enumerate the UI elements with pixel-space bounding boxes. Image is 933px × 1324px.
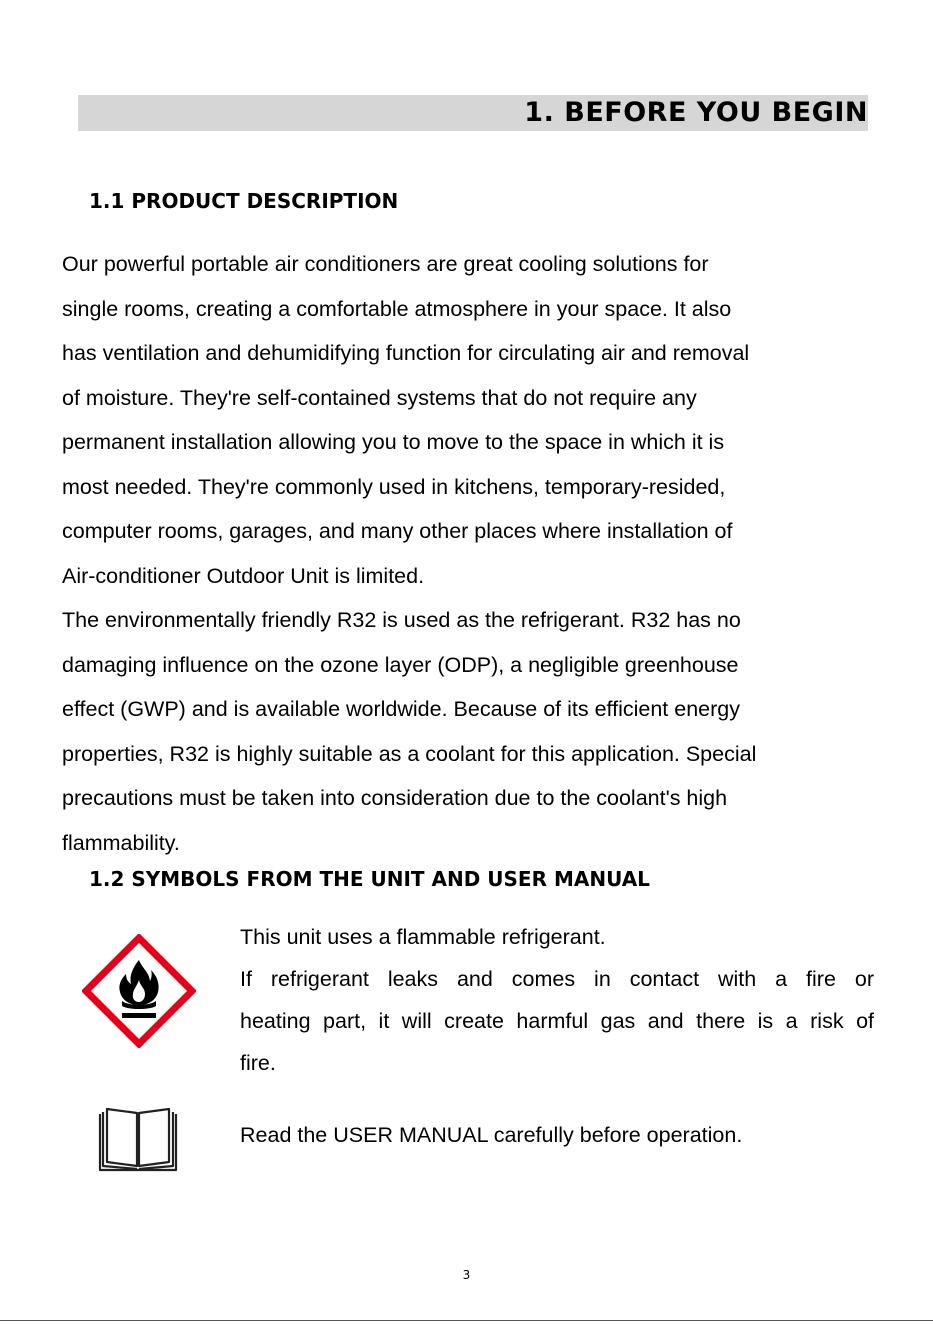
flammable-warning-text <box>240 916 874 1084</box>
text-line: effect (GWP) and is available worldwide. Because of its efficient energy <box>62 697 740 721</box>
text-line: of moisture. They're self-contained systems that do not require any <box>62 385 697 410</box>
section-heading-symbols: 1.2 SYMBOLS FROM THE UNIT AND USER MANUAL <box>89 867 650 891</box>
section-heading-product-description: 1.1 PRODUCT DESCRIPTION <box>89 189 399 213</box>
text-line: Our powerful portable air conditioners are great cooling solutions for <box>62 252 709 276</box>
text-line: most needed. They're commonly used in kitchens, temporary-resided, <box>62 474 726 499</box>
text-line: permanent installation allowing you to move to the space in which it is <box>62 430 725 454</box>
page-number: 3 <box>462 1268 471 1282</box>
text-line: heating part, it will create harmful gas and there is a risk of <box>240 1009 874 1033</box>
text-line: damaging influence on the ozone layer (ODP), a negligible greenhouse <box>62 652 739 677</box>
flammable-hazard-icon <box>82 934 196 1048</box>
product-description-text <box>62 242 862 865</box>
text-line: This unit uses a flammable refrigerant. <box>240 925 606 949</box>
chapter-title: 1. BEFORE YOU BEGIN <box>524 97 868 128</box>
text-line: properties, R32 is highly suitable as a coolant for this application. Special <box>62 741 757 766</box>
text-line: has ventilation and dehumidifying function for circulating air and removal <box>62 341 750 365</box>
text-line: If refrigerant leaks and comes in contact with a fire or <box>240 967 874 991</box>
text-line: flammability. <box>62 830 180 855</box>
read-manual-text <box>240 1114 874 1156</box>
chapter-header-bar <box>78 95 868 131</box>
text-line: Read the USER MANUAL carefully before operation. <box>240 1123 743 1147</box>
text-line: precautions must be taken into consideration due to the coolant's high <box>62 786 728 810</box>
text-line: single rooms, creating a comfortable atmosphere in your space. It also <box>62 296 732 321</box>
text-line: computer rooms, garages, and many other places where installation of <box>62 519 733 543</box>
text-line: fire. <box>240 1051 276 1075</box>
footer-divider <box>0 1320 933 1321</box>
read-manual-icon <box>97 1104 179 1174</box>
text-line: The environmentally friendly R32 is used as the refrigerant. R32 has no <box>62 608 741 632</box>
text-line: Air-conditioner Outdoor Unit is limited. <box>62 563 425 588</box>
